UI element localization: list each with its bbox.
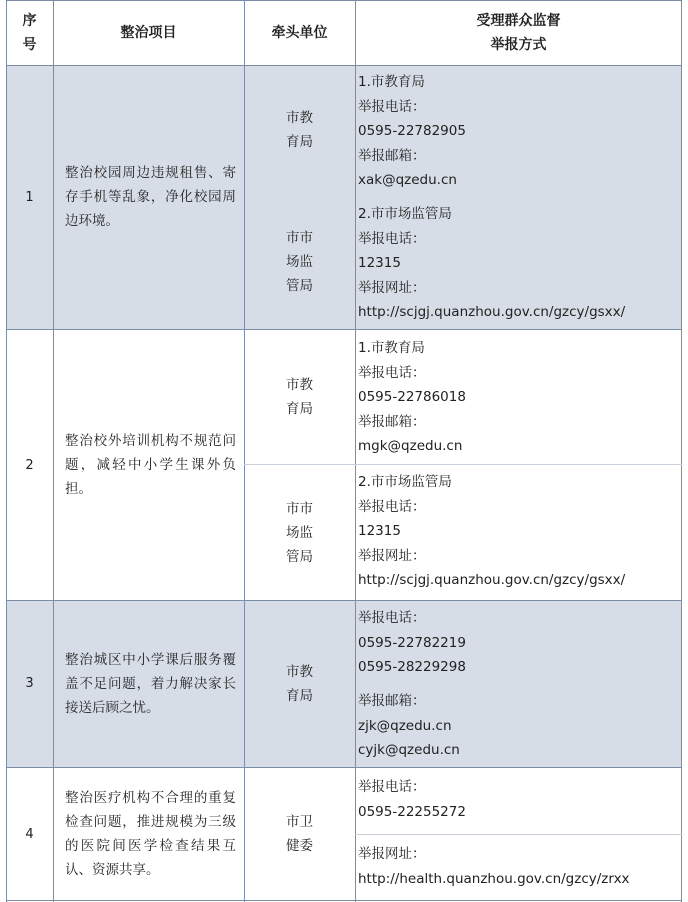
grid-line xyxy=(6,65,682,66)
row-4-unit: 市卫健委 xyxy=(286,814,313,854)
row-3-item: 整治城区中小学课后服务覆盖不足问题，着力解决家长接送后顾之忧。 xyxy=(65,651,236,716)
row-2-unit-a: 市教育局 xyxy=(286,377,313,417)
grid-line xyxy=(6,329,682,330)
grid-line xyxy=(6,0,682,1)
row-4-item: 整治医疗机构不合理的重复检查问题，推进规模为三级的医院间医学检查结果互认、资源共享。 xyxy=(65,790,236,878)
row-2-item: 整治校外培训机构不规范问题，减轻中小学生课外负担。 xyxy=(65,433,236,497)
grid-line xyxy=(355,834,682,835)
row-1-seq: 1 xyxy=(25,189,34,205)
row-1-contact-b: 2.市市场监管局 举报电话： 12315 举报网址： http://scjgj.quanzhou.gov.cn/gzcy/gsxx/ xyxy=(356,202,682,325)
row-4-contact-a: 举报电话： 0595-22255272 xyxy=(358,779,466,820)
row-1-item: 整治校园周边违规租售、寄存手机等乱象，净化校园周边环境。 xyxy=(65,165,236,229)
row-2-seq: 2 xyxy=(25,457,34,473)
row-2-unit-b: 市市场监管局 xyxy=(286,500,313,565)
grid-line xyxy=(6,767,682,768)
header-contact: 受理群众监督 举报方式 xyxy=(476,12,561,53)
row-1-unit-b: 市市场监管局 xyxy=(286,230,313,294)
row-4-seq: 4 xyxy=(25,826,34,842)
row-4-contact-b: 举报网址： http://health.quanzhou.gov.cn/gzcy/zrxx xyxy=(356,842,682,891)
supervision-table xyxy=(6,0,682,902)
row-4-report-url: http://health.quanzhou.gov.cn/gzcy/zrxx xyxy=(358,870,630,887)
header-unit: 牵头单位 xyxy=(271,24,328,41)
row-1-unit-a: 市教育局 xyxy=(286,110,313,150)
header-item: 整治项目 xyxy=(120,24,177,41)
row-2-contact-a: 1.市教育局 举报电话： 0595-22786018 举报邮箱： mgk@qzedu.cn xyxy=(358,340,466,454)
header-seq: 序 号 xyxy=(22,12,37,53)
row-3-contact-b: 举报邮箱： zjk@qzedu.cn cyjk@qzedu.cn xyxy=(358,693,460,758)
grid-line xyxy=(6,900,682,901)
row-3-unit: 市教育局 xyxy=(286,663,313,704)
row-2-report-url: http://scjgj.quanzhou.gov.cn/gzcy/gsxx/ xyxy=(358,572,626,588)
grid-line xyxy=(244,464,682,465)
row-3-contact-a: 举报电话： 0595-22782219 0595-28229298 xyxy=(358,610,466,675)
row-2-contact-b: 2.市市场监管局 举报电话： 12315 举报网址： http://scjgj.quanzhou.gov.cn/gzcy/gsxx/ xyxy=(356,470,682,593)
grid-line xyxy=(6,600,682,601)
row-1-report-url: http://scjgj.quanzhou.gov.cn/gzcy/gsxx/ xyxy=(358,304,626,320)
row-1-contact-a: 1.市教育局 举报电话： 0595-22782905 举报邮箱： xak@qzedu.cn xyxy=(358,74,466,188)
row-3-seq: 3 xyxy=(25,676,34,691)
